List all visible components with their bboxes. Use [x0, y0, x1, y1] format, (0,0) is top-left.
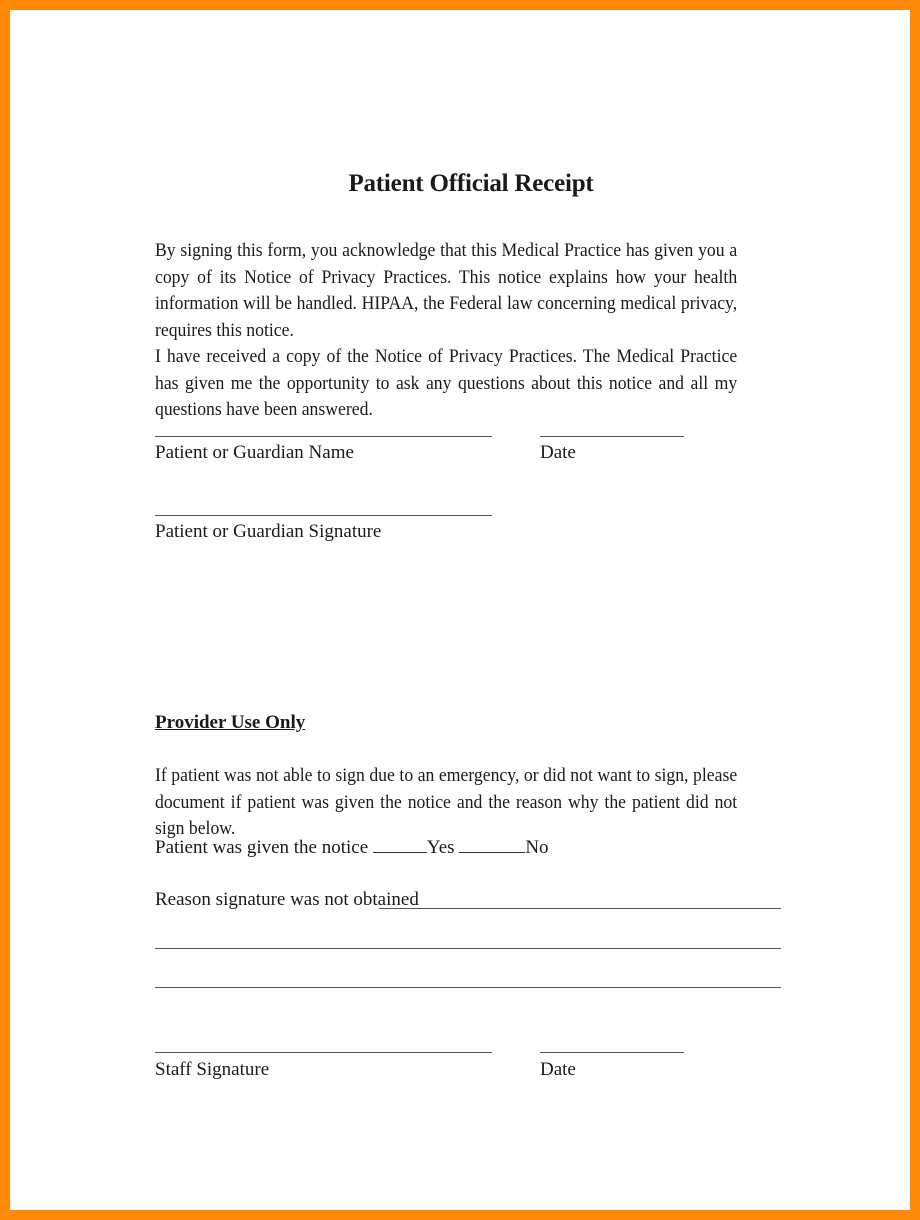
staff-date-label: Date [540, 1059, 576, 1080]
reason-line-1[interactable] [379, 908, 781, 909]
date-line[interactable] [540, 436, 684, 437]
staff-date-line[interactable] [540, 1052, 684, 1053]
acknowledgement-paragraph: By signing this form, you acknowledge that this Medical Practice has given you a copy of its Notice of Privacy Practices. This notice explains how your health information will be handled. HIPAA, the Federal law concerning medical privacy, requires this notice. [155, 240, 738, 341]
yes-label: Yes [426, 837, 455, 858]
date-label: Date [540, 442, 576, 463]
patient-name-line[interactable] [155, 436, 492, 437]
patient-signature-line[interactable] [155, 515, 492, 516]
reason-line-2[interactable] [155, 948, 781, 949]
reason-line-3[interactable] [155, 987, 781, 988]
staff-signature-label: Staff Signature [155, 1059, 270, 1080]
given-notice-row [155, 837, 549, 859]
no-blank[interactable] [459, 838, 525, 853]
given-notice-label: Patient was given the notice [155, 837, 369, 858]
patient-signature-label: Patient or Guardian Signature [155, 521, 382, 542]
provider-instructions: If patient was not able to sign due to an emergency, or did not want to sign, please document if patient was given the notice and the reason why the patient did not sign below. [155, 765, 738, 839]
provider-use-heading: Provider Use Only [155, 712, 306, 733]
receipt-statement-paragraph: I have received a copy of the Notice of Privacy Practices. The Medical Practice has given me the opportunity to ask any questions about this notice and all my questions have been answered. [155, 346, 738, 420]
yes-blank[interactable] [373, 838, 427, 853]
page-title: Patient Official Receipt [348, 170, 594, 197]
document-page [10, 10, 910, 1210]
reason-label: Reason signature was not obtained [155, 889, 419, 910]
staff-signature-line[interactable] [155, 1052, 492, 1053]
no-label: No [525, 837, 549, 858]
patient-name-label: Patient or Guardian Name [155, 442, 354, 463]
